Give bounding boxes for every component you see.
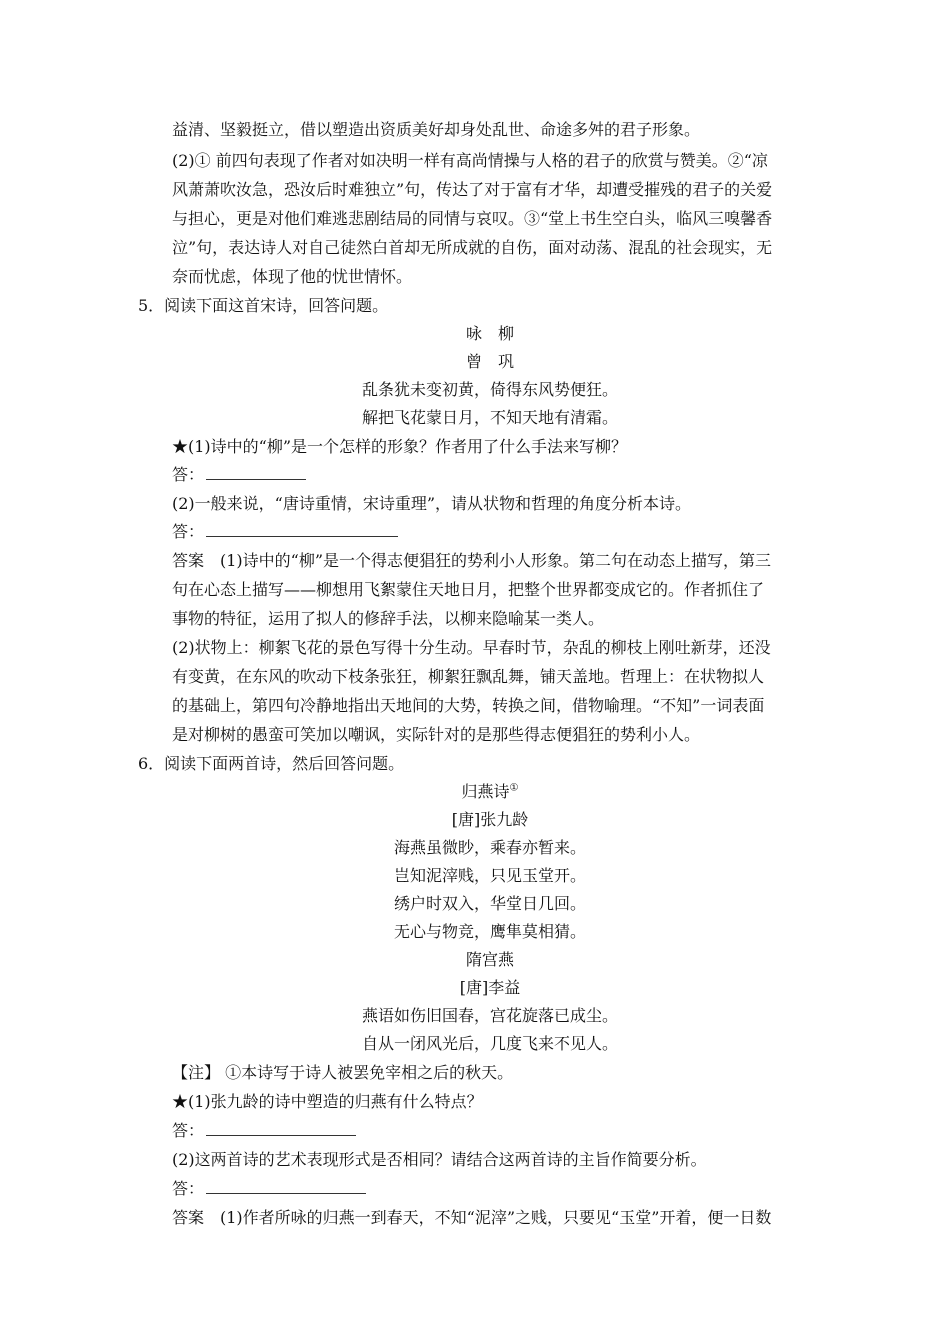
answer-blank[interactable] — [206, 1179, 366, 1194]
q6-subquestion-1: ★(1)张九龄的诗中塑造的归燕有什么特点？ — [172, 1092, 483, 1111]
q6-answer-text: 答案 (1)作者所咏的归燕一到春天，不知“泥滓”之贱，只要见“玉堂”开着，便一日数 — [172, 1208, 772, 1227]
q5-subquestion-1: ★(1)诗中的“柳”是一个怎样的形象？作者用了什么手法来写柳？ — [172, 437, 628, 456]
footnote-mark: ① — [509, 782, 519, 794]
q6-footnote: 【注】 ①本诗写于诗人被罢免宰相之后的秋天。 — [172, 1063, 514, 1082]
q5-poem-author: 曾 巩 — [465, 352, 514, 371]
q5-answer-text: 句在心态上描写——柳想用飞絮蒙住天地日月，把整个世界都变成它的。作者抓住了 — [172, 580, 765, 599]
q5-answer-text: 事物的特征，运用了拟人的修辞手法，以柳来隐喻某一类人。 — [172, 609, 605, 628]
q4-answer-line: 益清、坚毅挺立，借以塑造出资质美好却身处乱世、命途多舛的君子形象。 — [172, 120, 701, 139]
q6-subquestion-2: (2)这两首诗的艺术表现形式是否相同？请结合这两首诗的主旨作简要分析。 — [172, 1150, 707, 1169]
answer-label: 答： — [172, 465, 205, 484]
q6-poem2-line: 燕语如伤旧国春，宫花旋落已成尘。 — [361, 1006, 618, 1025]
q5-answer-text: 的基础上，第四句冷静地指出天地间的大势，转换之间，借物喻理。“不知”一词表面 — [172, 696, 765, 715]
q6-stem: 6．阅读下面两首诗，然后回答问题。 — [138, 754, 405, 773]
q5-answer-line-1 — [172, 465, 306, 485]
q4-answer-line: 泣”句，表达诗人对自己徒然白首却无所成就的自伤，面对动荡、混乱的社会现实，无 — [172, 238, 773, 257]
answer-label: 答： — [172, 1179, 205, 1198]
q4-answer-line: (2)① 前四句表现了作者对如决明一样有高尚情操与人格的君子的欣赏与赞美。②“凉 — [172, 151, 768, 170]
q5-answer-text: 是对柳树的愚蛮可笑加以嘲讽，实际针对的是那些得志便猖狂的势利小人。 — [172, 725, 701, 744]
q6-answer-line-1 — [172, 1121, 356, 1141]
q6-poem1-author: [唐]张九龄 — [451, 810, 529, 829]
q5-answer-line-2 — [172, 522, 398, 542]
q4-answer-line: 与担心，更是对他们难逃悲剧结局的同情与哀叹。③“堂上书生空白头，临风三嗅馨香 — [172, 209, 773, 228]
q6-poem2-line: 自从一闭风光后，几度飞来不见人。 — [361, 1034, 618, 1053]
q5-subquestion-2: (2)一般来说，“唐诗重情，宋诗重理”，请从状物和哲理的角度分析本诗。 — [172, 494, 692, 513]
q5-poem-title: 咏 柳 — [465, 324, 514, 343]
q5-answer-text: (2)状物上：柳絮飞花的景色写得十分生动。早春时节，杂乱的柳枝上刚吐新芽，还没 — [172, 638, 771, 657]
q6-poem2-title: 隋宫燕 — [465, 950, 514, 969]
q6-poem1-line: 海燕虽微眇，乘春亦暂来。 — [393, 838, 586, 857]
q6-poem1-line: 绣户时双入，华堂日几回。 — [393, 894, 586, 913]
q5-poem-line: 乱条犹未变初黄，倚得东风势便狂。 — [361, 380, 618, 399]
answer-blank[interactable] — [206, 522, 398, 537]
q6-poem1-line: 无心与物竞，鹰隼莫相猜。 — [393, 922, 586, 941]
q6-poem2-author: [唐]李益 — [459, 978, 521, 997]
answer-label: 答： — [172, 522, 205, 541]
answer-label: 答： — [172, 1121, 205, 1140]
answer-blank[interactable] — [206, 1121, 356, 1136]
q6-poem1-title — [0, 782, 950, 802]
q5-answer-text: 答案 (1)诗中的“柳”是一个得志便猖狂的势利小人形象。第二句在动态上描写，第三 — [172, 551, 772, 570]
answer-blank[interactable] — [206, 465, 306, 480]
q4-answer-line: 奈而忧虑，体现了他的忧世情怀。 — [172, 267, 413, 286]
q5-answer-text: 有变黄，在东风的吹动下枝条张狂，柳絮狂飘乱舞，铺天盖地。哲理上：在状物拟人 — [172, 667, 765, 686]
q5-poem-line: 解把飞花蒙日月，不知天地有清霜。 — [361, 408, 618, 427]
q5-stem: 5．阅读下面这首宋诗，回答问题。 — [138, 296, 389, 315]
poem-title-text: 归燕诗 — [461, 782, 510, 801]
q6-answer-line-2 — [172, 1179, 366, 1199]
q6-poem1-line: 岂知泥滓贱，只见玉堂开。 — [393, 866, 586, 885]
q4-answer-line: 风萧萧吹汝急，恐汝后时难独立”句，传达了对于富有才华，却遭受摧残的君子的关爱 — [172, 180, 773, 199]
